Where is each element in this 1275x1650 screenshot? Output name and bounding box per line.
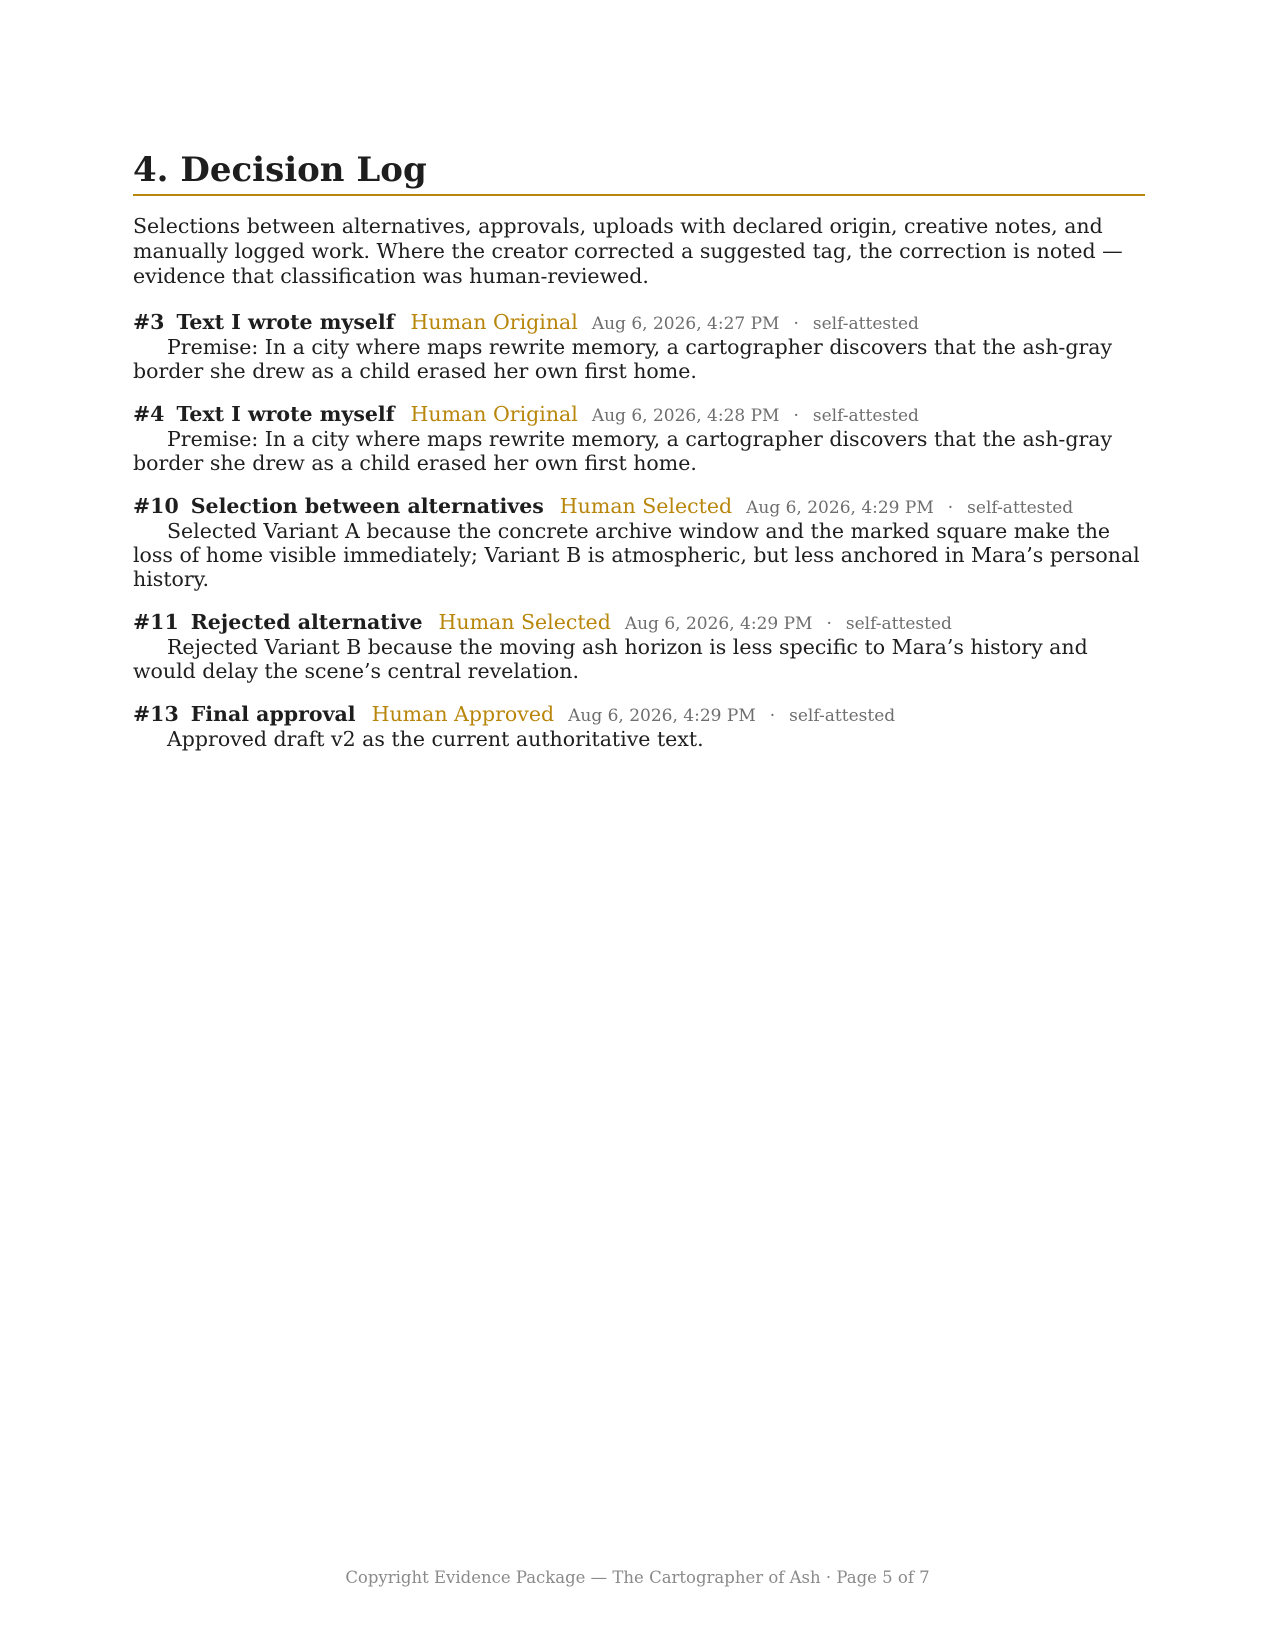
entry-separator: · [947,498,954,518]
entry-title: Selection between alternatives [190,494,544,518]
entry-timestamp: Aug 6, 2026, 4:29 PM [624,614,813,634]
entry-number: #3 [133,310,165,334]
entry-separator: · [793,314,799,334]
entry-tag: Human Original [410,402,578,426]
entry-number: #10 [133,494,179,518]
document-page [133,148,1145,771]
entry-number: #13 [133,702,179,726]
entry-body: Premise: In a city where maps rewrite memory, a cartographer discovers that the ash-gray border she drew as a child erased her own first home. [133,335,1113,383]
entry-separator: · [769,706,776,726]
entry-number: #11 [133,610,179,634]
entry-body: Approved draft v2 as the current authoritative text. [167,727,704,751]
log-entry-header [133,611,1145,635]
entry-title: Text I wrote myself [176,402,395,426]
log-entry-header [133,703,1145,727]
entry-tag: Human Selected [438,610,611,634]
entry-body: Selected Variant A because the concrete archive window and the marked square make the loss of home visible immediately; Variant B is atmospheric, but less anchored in Mara’s personal history. [133,519,1140,591]
log-entry [133,311,1145,383]
page-footer: Copyright Evidence Package — The Cartographer of Ash · Page 5 of 7 [345,1568,930,1587]
section-intro: Selections between alternatives, approvals, uploads with declared origin, creative notes, and manually logged work. Where the creator corrected a suggested tag, the correction is noted — evidence that classification was human-reviewed. [133,214,1123,288]
entry-timestamp: Aug 6, 2026, 4:29 PM [568,706,756,726]
log-entry-header [133,403,1145,427]
entry-attestation: self-attested [967,498,1074,518]
entry-separator: · [793,406,799,426]
entry-title: Final approval [190,702,356,726]
entry-title: Text I wrote myself [176,310,395,334]
log-entry [133,403,1145,475]
entry-body: Rejected Variant B because the moving ash horizon is less specific to Mara’s history and would delay the scene’s central revelation. [133,635,1088,683]
entry-attestation: self-attested [789,706,896,726]
entry-timestamp: Aug 6, 2026, 4:29 PM [746,498,934,518]
section-heading: 4. Decision Log [133,148,1145,196]
log-entry [133,703,1145,751]
decision-log-list [133,311,1145,751]
log-entry-header [133,495,1145,519]
entry-tag: Human Original [410,310,578,334]
entry-body: Premise: In a city where maps rewrite memory, a cartographer discovers that the ash-gray border she drew as a child erased her own first home. [133,427,1113,475]
entry-title: Rejected alternative [190,610,423,634]
log-entry [133,611,1145,683]
entry-number: #4 [133,402,165,426]
entry-tag: Human Approved [371,702,555,726]
entry-timestamp: Aug 6, 2026, 4:27 PM [591,314,780,334]
log-entry [133,495,1145,591]
entry-attestation: self-attested [812,406,919,426]
log-entry-header [133,311,1145,335]
entry-tag: Human Selected [559,494,733,518]
entry-separator: · [826,614,832,634]
entry-timestamp: Aug 6, 2026, 4:28 PM [591,406,780,426]
entry-attestation: self-attested [845,614,952,634]
entry-attestation: self-attested [812,314,919,334]
